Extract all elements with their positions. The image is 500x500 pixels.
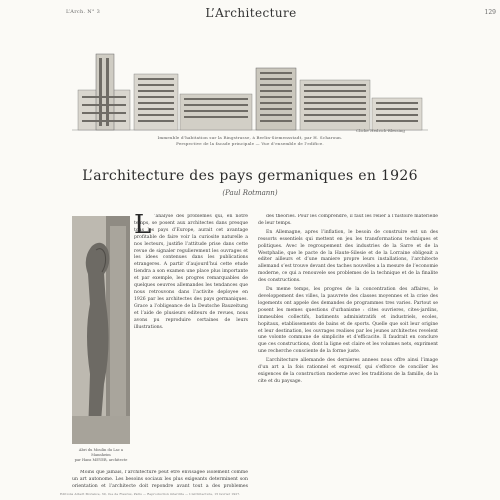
article-paragraph: L’architecture allemande des dernieres annees nous offre ainsi l’image d’un art a la fois rationnel et expressif, qui s’efforce de concilier les exigences de la construction moderne avec les traditions de la famille, de la cite et du paysage. (258, 358, 438, 384)
page-number: 129 (484, 9, 496, 16)
drop-cap: L (134, 210, 152, 240)
sculpture-photo-image (72, 216, 130, 444)
article-paragraph: En Allemagne, apres l’inflation, le besoin de construire est un des ressorts essentiels qui mettent en jeu les transformations techniques et politiques. Avec le regroupement des industries de la Sarre et de la Westphalie, que le pacte de la Haute-Silesie et de la Lorraine obligeait a editer ailleurs et d’une maniere propre leurs installations, l’architecte allemand s’est trouve devant des taches nouvelles a la mesure de l’economie moderne, ce qui a renouvele ses problemes de la technique et de la finalite des constructions. (258, 229, 438, 284)
journal-title: L’Architecture (205, 6, 297, 20)
article-column-right (258, 214, 438, 488)
figure-caption-line: Perspective de la facade principale — Vue d’ensemble de l’edifice. (176, 141, 324, 146)
article-column-left-bottom (72, 470, 248, 490)
running-head (66, 6, 496, 22)
article-column-left (134, 210, 248, 388)
page-footer: Editions Albert Morance, 30, rue de Fleurus, Paris — Reproduction interdite — L’Architecture, 15 fevrier 1927. (60, 492, 241, 496)
photo-credit: Cliche Hedrich-Blessing (356, 128, 405, 133)
photo-caption-line: par Hans MEYER, architecte (74, 458, 128, 462)
sculpture-photo (72, 216, 130, 444)
figure-caption (120, 135, 380, 147)
photo-caption (70, 448, 132, 463)
article-paragraph: ’analyse des problemes qui, en notre temps, se posent aux architectes dans presque tous les pays d’Europe, aurait cet avantage profitable de faire voir la curiosite naturelle a nos lecteurs, justifie l’attitude prise dans cette revue de signaler regulierement les ouvrages et les idees contenues dans les publications etrangeres. A partir d’aujourd’hui cette etude tiendra a son examen une place plus importante et par exemple, les progres remarquables de quelques oeuvres allemandes les tendances que nous retrouvons dans l’activite deployee en 1926 par les architectes des pays germaniques. Grace a l’obligeance de la Deutsche Bauzeitung et l’aide de plusieurs editeurs de revues, nous avons pu reproduire certaines de leurs illustrations. (134, 214, 248, 330)
issue-reference: L’Arch. N° 3 (66, 9, 101, 15)
building-elevation-drawing (72, 44, 428, 134)
article-title: L’architecture des pays germaniques en 1926 (82, 168, 418, 184)
figure-caption-line: Immeuble d’habitation sur la Ringstrasse, à Berlin-Siemensstadt, par H. Scharoun. (157, 135, 343, 140)
article-paragraph: des theories. Pour les comprendre, il faut les relier a l’histoire materielle de leur temps. (258, 214, 438, 226)
photo-caption-line: Abri du Moulin du Lac a Mannheim (78, 448, 124, 457)
article-paragraph: Moins que jamais, l’architecture peut etre envisagee isolement comme un art autonome. Les besoins sociaux les plus exigeants determinent son orientation et l’architecte doit repondre avant tout a des problemes (72, 470, 248, 489)
article-byline: (Paul Rotmann) (222, 189, 278, 197)
article-paragraph: Du meme temps, les progres de la concentration des affaires, le developpement des villes, la pauvrete des classes moyennes et la crise des logements ont appele des demandes de programmes tres varies. Partout se posent les memes questions d’urbanisme : cites ouvrieres, cites-jardins, immeubles collectifs, batiments administratifs et industriels, ecoles, hopitaux, etablissements de bains et de sports. Quelle que soit leur origine et leur destination, les ouvrages realises par les jeunes architectes revelent une volonte commune de simplicite et d’efficacite. Il faudrait en conclure que ces constructions, dont la ligne est claire et les volumes nets, expriment une recherche consciente de la forme juste. (258, 287, 438, 355)
